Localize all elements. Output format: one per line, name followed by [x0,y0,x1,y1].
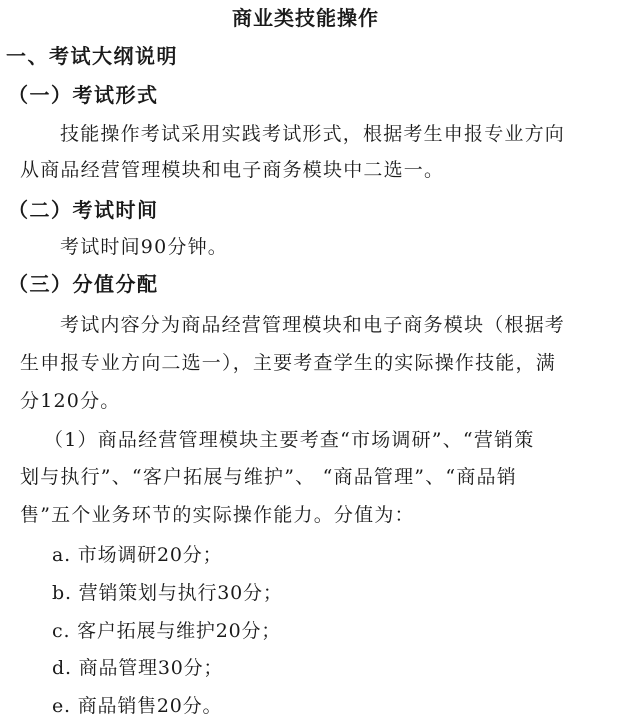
document-title: 商业类技能操作 [232,6,379,30]
paragraph-line: 考试时间90分钟。 [60,236,228,258]
paragraph-line: （1）商品经营管理模块主要考查“市场调研”、“营销策 [44,429,535,451]
subsection-heading-exam-format: （一）考试形式 [8,83,159,107]
subsection-heading-score-allocation: （三）分值分配 [8,272,159,296]
list-item: c. 客户拓展与维护20分； [52,620,282,642]
paragraph-line: 生申报专业方向二选一），主要考查学生的实际操作技能，满 [20,352,556,374]
list-item: e. 商品销售20分。 [52,695,223,717]
list-item: a. 市场调研20分； [52,544,223,566]
list-item: d. 商品管理30分； [52,657,224,679]
paragraph-line: 售”五个业务环节的实际操作能力。分值为： [20,504,415,526]
paragraph-line: 分120分。 [20,390,121,412]
paragraph-line: 考试内容分为商品经营管理模块和电子商务模块（根据考 [60,314,566,336]
list-item: b. 营销策划与执行30分； [52,582,283,604]
paragraph-line: 划与执行”、“客户拓展与维护”、 “商品管理”、“商品销 [20,466,517,488]
section-heading: 一、考试大纲说明 [6,44,178,68]
paragraph-line: 技能操作考试采用实践考试形式，根据考生申报专业方向 [60,123,566,145]
paragraph-line: 从商品经营管理模块和电子商务模块中二选一。 [20,159,445,181]
subsection-heading-exam-time: （二）考试时间 [8,198,159,222]
